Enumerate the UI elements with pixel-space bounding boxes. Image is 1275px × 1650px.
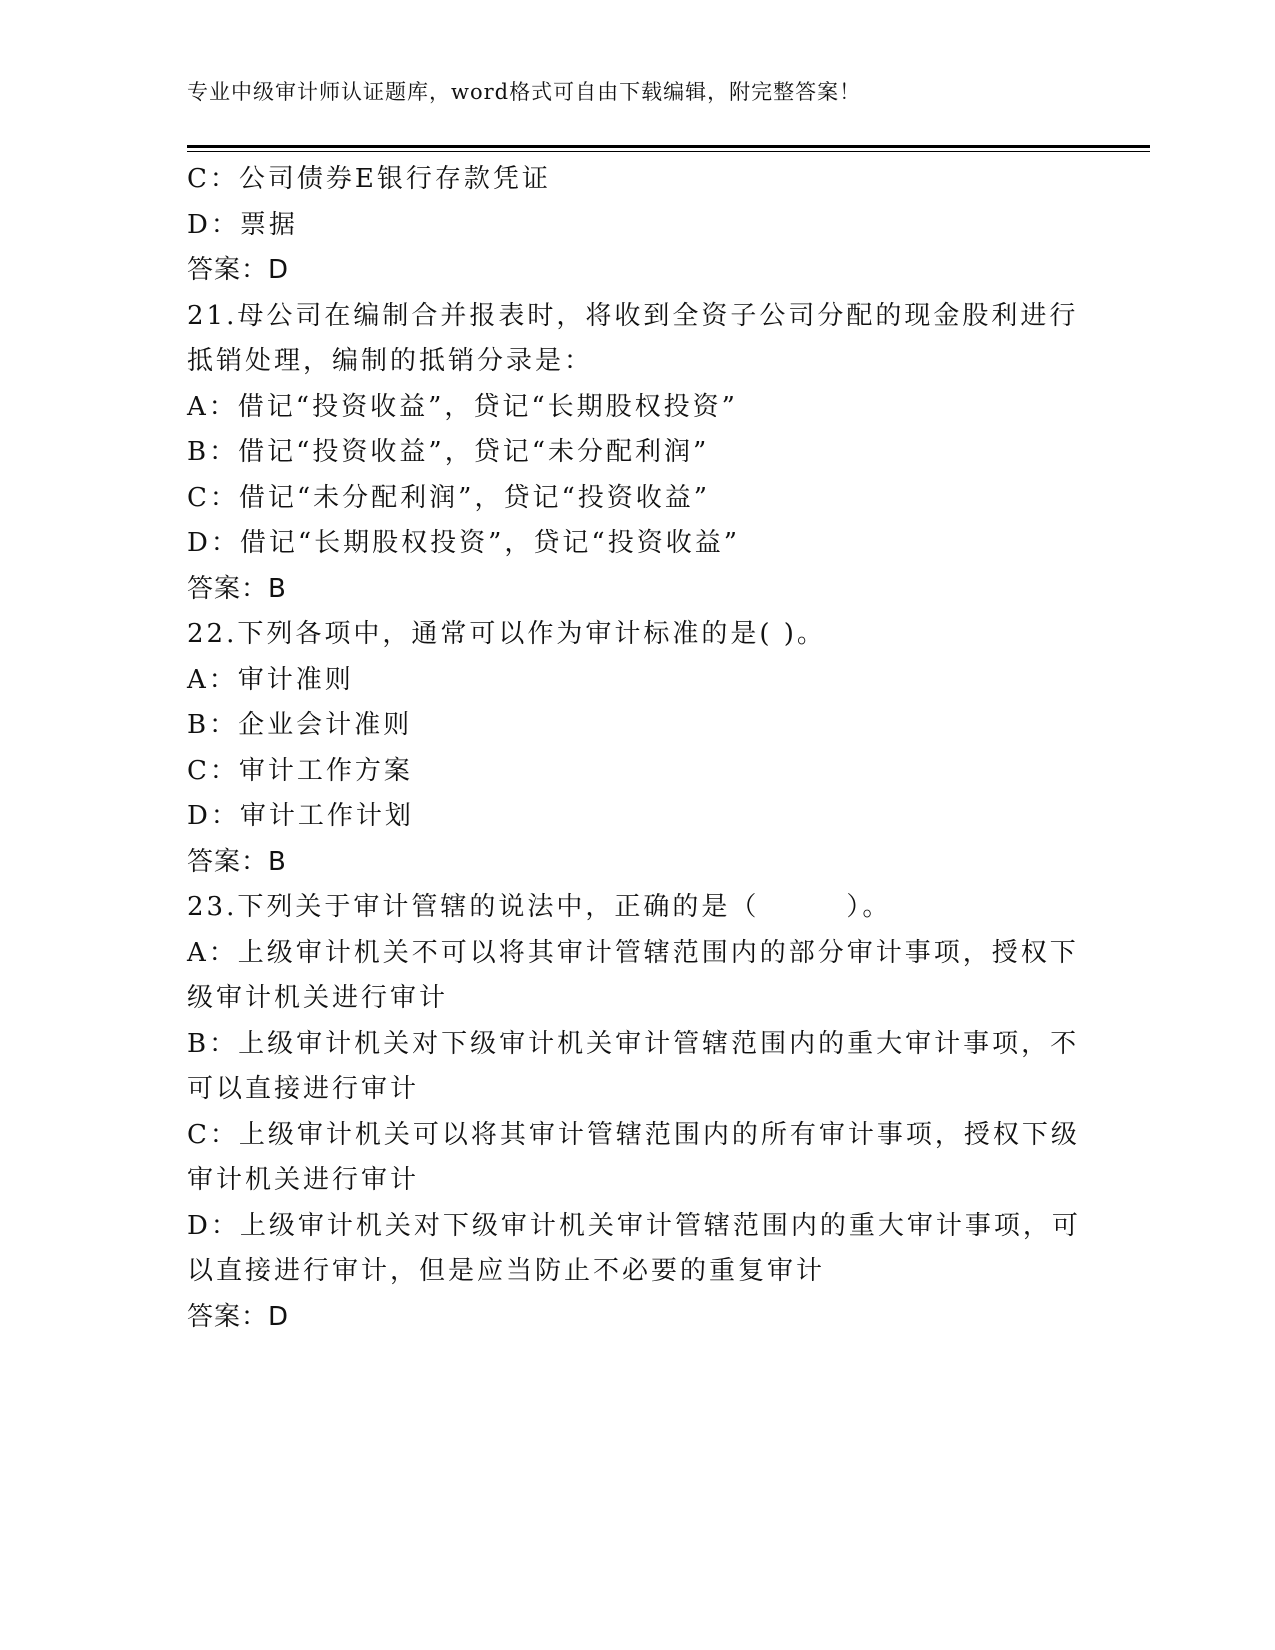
option-d: D：上级审计机关对下级审计机关审计管辖范围内的重大审计事项，可 (187, 1210, 1081, 1241)
option-b-continued: 可以直接进行审计 (187, 1074, 420, 1104)
option-a: A：上级审计机关不可以将其审计管辖范围内的部分审计事项，授权下 (187, 937, 1079, 968)
option-d-continued: 以直接进行审计，但是应当防止不必要的重复审计 (187, 1256, 826, 1286)
option-c: C：借记“未分配利润”，贷记“投资收益” (187, 482, 711, 513)
answer: 答案：D (187, 255, 290, 285)
option-b: B：企业会计准则 (187, 710, 413, 740)
answer: 答案：B (187, 573, 287, 604)
header-rule-thick (187, 145, 1150, 148)
question-stem: 21.母公司在编制合并报表时，将收到全资子公司分配的现金股利进行 (187, 300, 1079, 331)
option-c: C：上级审计机关可以将其审计管辖范围内的所有审计事项，授权下级 (187, 1119, 1080, 1150)
question-23 (187, 885, 1092, 1340)
option-a-continued: 级审计机关进行审计 (187, 983, 449, 1013)
question-stem-continued: 抵销处理，编制的抵销分录是： (187, 346, 594, 376)
option-b: B：上级审计机关对下级审计机关审计管辖范围内的重大审计事项，不 (187, 1028, 1080, 1059)
option-d: D：借记“长期股权投资”，贷记“投资收益” (187, 528, 741, 558)
option-a: A：借记“投资收益”，贷记“长期股权投资” (187, 391, 738, 422)
question-stem: 23.下列关于审计管辖的说法中，正确的是（ ）。 (187, 892, 892, 922)
option-c-continued: 审计机关进行审计 (187, 1165, 420, 1195)
question-stem: 22.下列各项中，通常可以作为审计标准的是( )。 (187, 619, 826, 649)
option-c: C：公司债券E银行存款凭证 (187, 164, 551, 194)
question-content (187, 157, 1092, 1340)
option-d: D：票据 (187, 209, 298, 240)
answer: 答案：D (187, 1301, 290, 1332)
option-b: B：借记“投资收益”，贷记“未分配利润” (187, 437, 710, 467)
question-21 (187, 294, 1092, 613)
question-22 (187, 612, 1092, 885)
option-c: C：审计工作方案 (187, 755, 413, 786)
page-header: 专业中级审计师认证题库，word格式可自由下载编辑，附完整答案！ (187, 80, 862, 104)
answer: 答案：B (187, 846, 287, 877)
header-rule-thin (187, 151, 1150, 152)
question-20-tail (187, 157, 1092, 294)
option-d: D：审计工作计划 (187, 801, 414, 831)
option-a: A：审计准则 (187, 664, 354, 695)
